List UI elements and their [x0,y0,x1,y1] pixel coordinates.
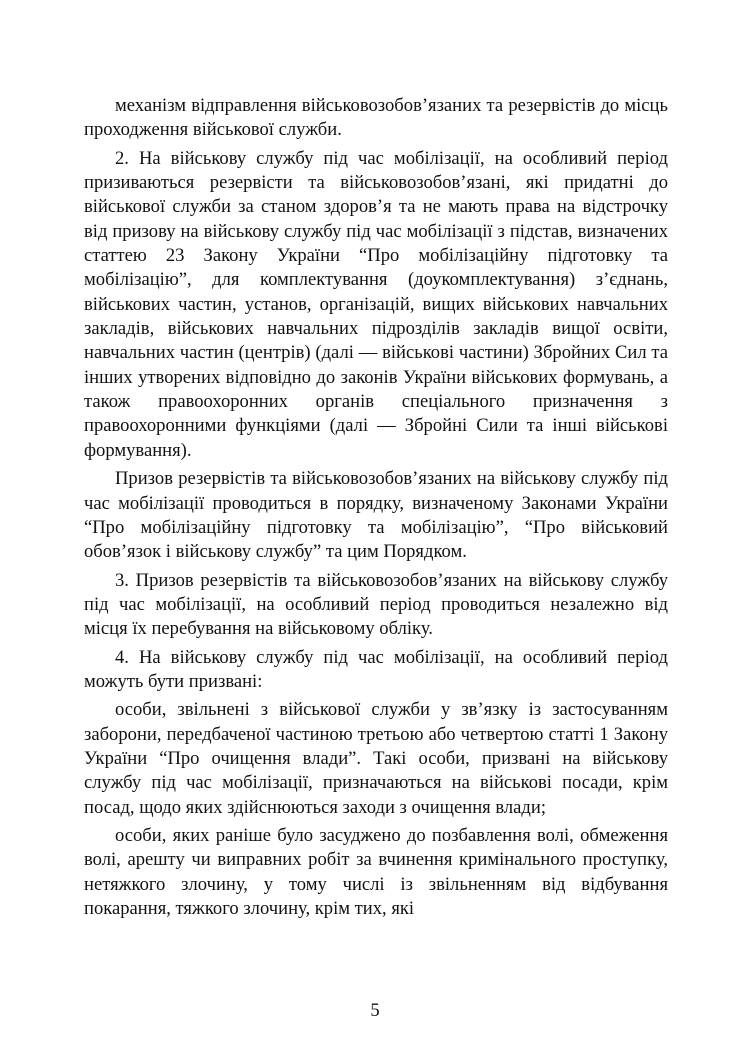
paragraph-item-4-dismissed-persons: особи, звільнені з військової служби у зв’язку із застосуванням заборони, передбаченої частиною третьою або четвертою статті 1 Закону України “Про очищення влади”. Такі особи, призвані на військову службу під час мобілізації, призначаються на військові посади, крім посад, щодо яких здійснюються заходи з очищення влади; [84,699,668,818]
paragraph-item-4-convicted-persons: особи, яких раніше було засуджено до позбавлення волі, обмеження волі, арешту чи виправних робіт за вчинення кримінального проступку, нетяжкого злочину, у тому числі із звільненням від відбування покарання, тяжкого злочину, крім тих, які [84,824,668,919]
paragraph-continuation: механізм відправлення військовозобов’язаних та резервістів до місць проходження військової служби. [84,95,668,141]
document-body [84,94,668,921]
paragraph-item-2: 2. На військову службу під час мобілізації, на особливий період призиваються резервісти та військовозобов’язані, які придатні до військової служби за станом здоров’я та не мають права на відстрочку від призову на військову службу під час мобілізації з підстав, визначених статтею 23 Закону України “Про мобілізаційну підготовку та мобілізацію”, для комплектування (доукомплектування) з’єднань, військових частин, установ, організацій, вищих військових навчальних закладів, військових навчальних підрозділів закладів вищої освіти, навчальних частин (центрів) (далі — військові частини) Збройних Сил та інших утворених відповідно до законів України військових формувань, а також правоохоронних органів спеціального призначення з правоохоронними функціями (далі — Збройні Сили та інші військові формування). [84,147,668,461]
page-number: 5 [370,1000,380,1021]
paragraph-conscription-order: Призов резервістів та військовозобов’язаних на військову службу під час мобілізації проводиться в порядку, визначеному Законами України “Про мобілізаційну підготовку та мобілізацію”, “Про військовий обов’язок і військову службу” та цим Порядком. [84,468,668,563]
paragraph-item-3: 3. Призов резервістів та військовозобов’язаних на військову службу під час мобілізації, на особливий період проводиться незалежно від місця їх перебування на військовому обліку. [84,569,668,640]
paragraph-item-4: 4. На військову службу під час мобілізації, на особливий період можуть бути призвані: [84,646,668,692]
